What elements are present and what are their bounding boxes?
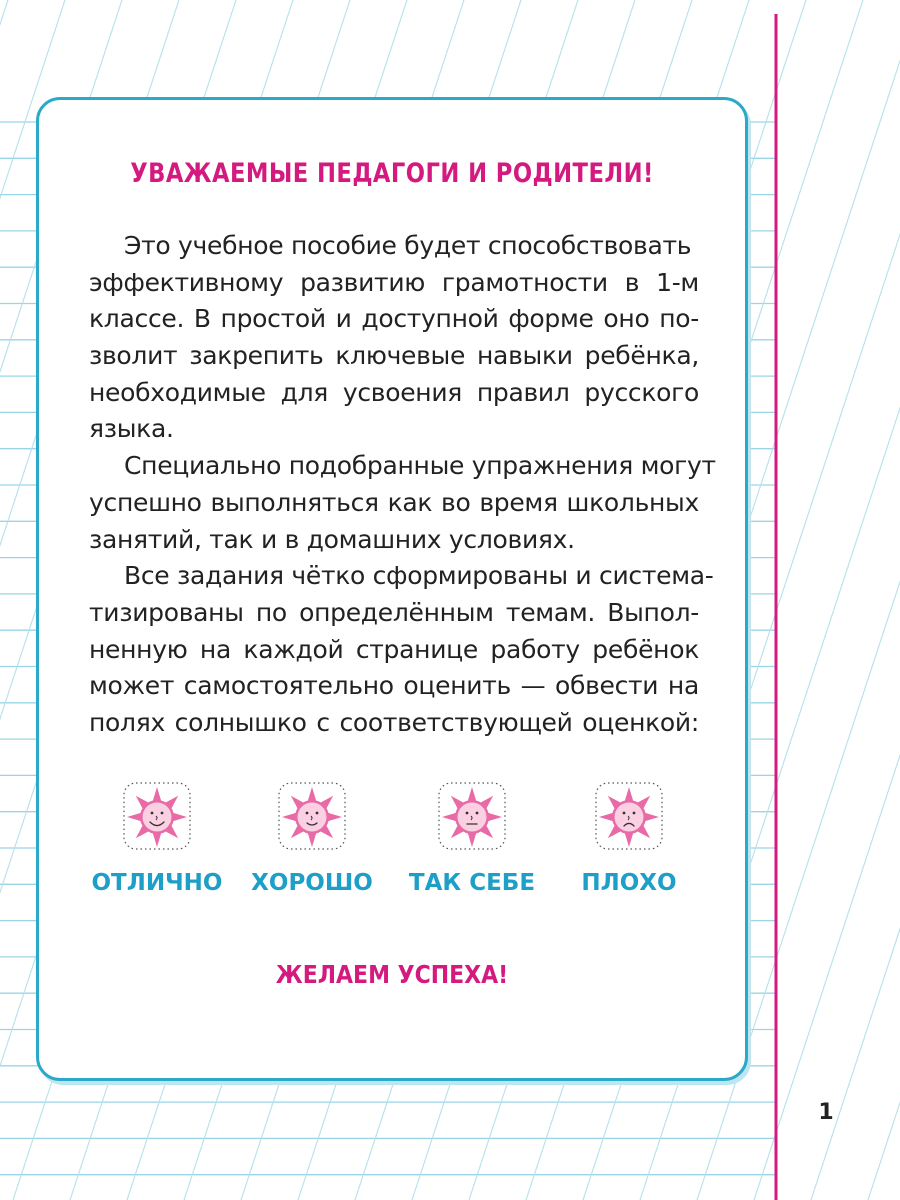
text-line: необходимые для усвоения правил русского	[89, 377, 699, 407]
slant-line	[868, 0, 900, 1200]
text-line: Это учебное пособие будет способствовать	[124, 231, 692, 260]
text-line: языка.	[89, 414, 174, 444]
rating-so-so	[392, 780, 552, 896]
text-line: Специально подобранные упражнения могут	[124, 451, 716, 481]
rating-label-bad: ПЛОХО	[581, 870, 677, 896]
sun-excellent-icon	[121, 780, 193, 852]
slant-line	[811, 0, 900, 1200]
rating-excellent	[77, 780, 237, 896]
text-line: эффективному развитию грамотности в 1-м	[89, 267, 699, 297]
slant-line	[0, 0, 8, 1200]
rating-label-good: ХОРОШО	[251, 870, 373, 896]
page-number: 1	[818, 1100, 834, 1125]
page-heading: УВАЖАЕМЫЕ ПЕДАГОГИ И РОДИТЕЛИ!	[130, 158, 654, 189]
text-line: тизированы по определённым темам. Выпол-	[89, 597, 699, 627]
body-text	[89, 228, 716, 742]
text-line: может самостоятельно оценить — обвести на	[89, 671, 699, 701]
text-line: ненную на каждой странице работу ребёнок	[89, 634, 699, 664]
rating-bad	[549, 780, 709, 896]
text-line: успешно выполняться как во время школьных	[89, 487, 699, 517]
rating-legend	[39, 780, 745, 910]
sun-bad-icon	[593, 780, 665, 852]
text-line: зволит закрепить ключевые навыки ребёнка,	[89, 341, 699, 371]
info-card	[36, 97, 748, 1081]
text-line: полях солнышко с соответствующей оценкой:	[89, 707, 699, 737]
sun-so-so-icon	[436, 780, 508, 852]
rating-label-so-so: ТАК СЕБЕ	[408, 870, 536, 896]
rating-label-excellent: ОТЛИЧНО	[91, 870, 223, 896]
text-line: классе. В простой и доступной форме оно по-	[89, 304, 699, 334]
text-line: занятий, так и в домашних условиях.	[89, 524, 575, 554]
text-line: Все задания чётко сформированы и система-	[124, 561, 714, 591]
sun-good-icon	[276, 780, 348, 852]
closing-wish: ЖЕЛАЕМ УСПЕХА!	[275, 960, 509, 989]
rating-good	[232, 780, 392, 896]
